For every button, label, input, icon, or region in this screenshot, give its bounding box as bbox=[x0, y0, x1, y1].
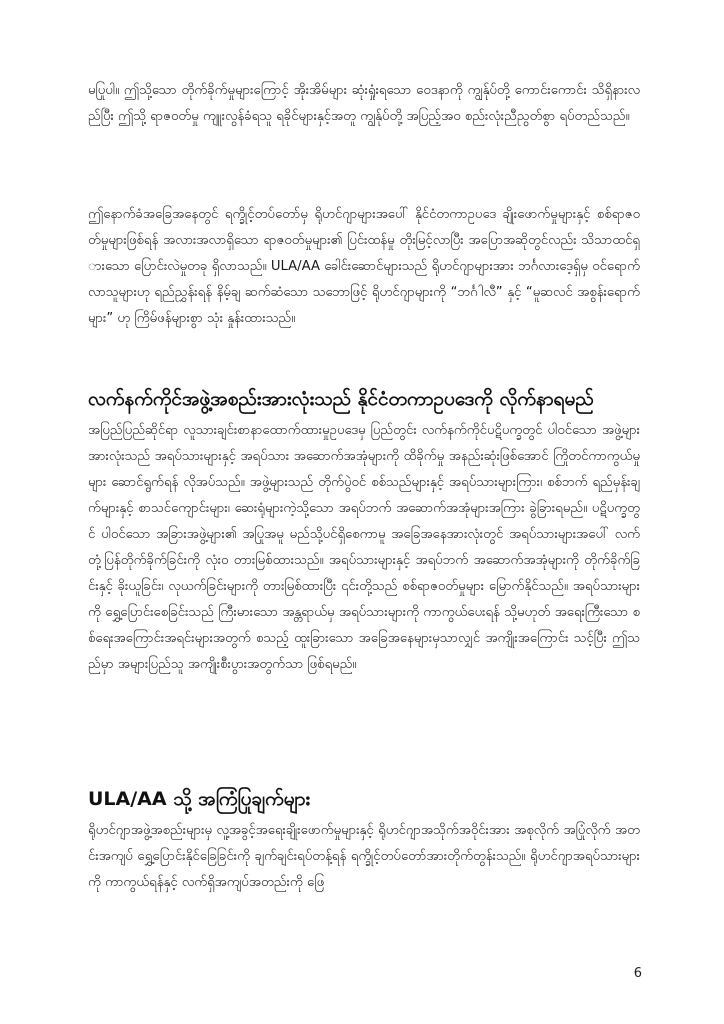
page-number: 6 bbox=[633, 966, 642, 981]
section-heading-international-law: လက်နက်ကိုင်အဖွဲ့အစည်းအားလုံးသည် နိုင်ငံတကာဥပဒေကို လိုက်နာရမည် bbox=[88, 388, 594, 410]
paragraph-intro-continued: မပြုပါ။ ဤသို့သော တိုက်ခိုက်မှုများကြောင့် အိုးအိမ်များ ဆုံးရှုံးရသော ဝေဒနာကို ကျွန်ုပ်တို့ ကောင်းကောင်း သိရှိနားလည်ပြီး ဤသို့ ရာဇဝတ်မှု ကျူးလွန်ခံရသူ ရခိုင်များနှင့်အတူ ကျွန်ုပ်တို့ အပြည့်အဝ စည်းလုံးညီညွတ်စွာ ရပ်တည်သည်။ bbox=[88, 83, 640, 124]
paragraph-context: ဤနောက်ခံအခြေအနေတွင် ရက္ခိုင့်တပ်တော်မှ ရိုဟင်ဂျာများအပေါ် နိုင်ငံတကာဥပဒေ ချိုးဖောက်မှုများနှင့် စစ်ရာဇဝတ်မှုများဖြစ်ရန် အလားအလာရှိသော ရာဇဝတ်မှုများ၏ ပြင်းထန်မှု တိုးမြင့်လာပြီး အပြောအဆိုတွင်လည်း သိသာထင်ရှားသော ပြောင်းလဲမှုတခု ရှိလာသည်။ ULA/AA ခေါင်းဆောင်များသည် ရိုဟင်ဂျာများအား ဘင်္ဂလားဒေ့ရှ်မှ ဝင်ရောက်လာသူများဟု ရည်ညွှန်းရန် နိမ့်ချ ဆက်ဆံသော သဘောဖြင့် ရိုဟင်ဂျာများကို “ဘင်္ဂါလီ” နှင့် “မူဆလင် အစွန်းရောက်များ” ဟု ကြိမ်ဖန်များစွာ သုံး နှုန်းထားသည်။ bbox=[88, 207, 640, 326]
paragraph-international-law: အပြည်ပြည်ဆိုင်ရာ လူသားချင်းစာနာထောက်ထားမှုဥပဒေမှ ပြည်တွင်း လက်နက်ကိုင်ပဋိပက္ခတွင် ပါဝင်သော အဖွဲ့များအားလုံးသည် အရပ်သားများနှင့် အရပ်သား အဆောက်အအုံများကို ထိခိုက်မှု အနည်းဆုံးဖြစ်အောင် ကြိုတင်ကာကွယ်မှုများ ဆောင်ရွက်ရန် လိုအပ်သည်။ အဖွဲ့များသည် တိုက်ပွဲဝင် စစ်သည်များနှင့် အရပ်သားများကြား၊ စစ်ဘက် ရည်မှန်းချက်များနှင့် စာသင်ကျောင်းများ၊ ဆေးရုံများကဲ့သို့သော အရပ်ဘက် အဆောက်အအုံများအကြား ခွဲခြားရမည်။ ပဋိပက္ခတွင် ပါဝင်သော အခြားအဖွဲ့များ၏ အပြုအမူ မည်သို့ပင်ရှိစေကာမူ အခြေအနေအားလုံးတွင် အရပ်သားများအပေါ် လက်တုံ့ပြန်တိုက်ခိုက်ခြင်းကို လုံးဝ တားမြစ်ထားသည်။ အရပ်သားများနှင့် အရပ်ဘက် အဆောက်အအုံများကို တိုက်ခိုက်ခြင်းနှင့် ခိုးယူခြင်း၊ လုယက်ခြင်းများကို တားမြစ်ထားပြီး ၎င်းတို့သည် စစ်ရာဇဝတ်မှုများ မြောက်နိုင်သည်။ အရပ်သားများကို ရွှေ့ပြောင်းစေခြင်းသည် ကြီးမားသော အန္တရာယ်မှ အရပ်သားများကို ကာကွယ်ပေးရန် သို့မဟုတ် အရေးကြီးသော စစ်ရေးအကြောင်းအရင်းများအတွက် စသည့် ထူးခြားသော အခြေအနေများမှသာလျှင် အကျိုးအကြောင်း သင့်ပြီး ဤသည်မှာ အများပြည်သူ အကျိုးစီးပွားအတွက်သာ ဖြစ်ရမည်။ bbox=[88, 423, 640, 672]
paragraph-recommendations: ရိုဟင်ဂျာအဖွဲ့အစည်းများမှ လူ့အခွင့်အရေးချိုးဖောက်မှုများနှင့် ရိုဟင်ဂျာအသိုက်အဝိုင်းအား အစုလိုက် အပြုံလိုက် အတင်းအကျပ် ရွှေ့ပြောင်းနိုင်ခြေခြင်းကို ချက်ချင်းရပ်တန့်ရန် ရက္ခိုင့်တပ်တော်အားတိုက်တွန်းသည်။ ရိုဟင်ဂျာအရပ်သားများကို ကာကွယ်ရန်နှင့် လက်ရှိအကျပ်အတည်းကို ဖြေ bbox=[88, 823, 640, 890]
document-body bbox=[88, 78, 640, 922]
section-heading-recommendations: ULA/AA သို့ အကြံပြုချက်များ bbox=[88, 788, 311, 810]
